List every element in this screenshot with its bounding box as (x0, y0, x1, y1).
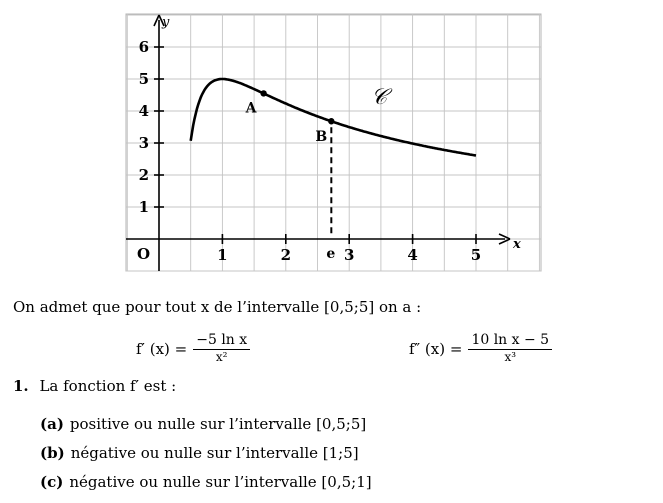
intro-text: On admet que pour tout x de l’intervalle [0,5;5] on a : (13, 298, 422, 316)
formula-f-prime-denominator: x² (215, 350, 228, 364)
option-b-text: négative ou nulle sur l’intervalle [1;5] (70, 444, 359, 462)
x-axis-label: x (513, 237, 521, 252)
x-tick-label: 2 (280, 246, 292, 264)
origin-label: O (137, 245, 151, 263)
formula-f-prime-lhs: f′ (x) = (136, 339, 188, 358)
option-a (40, 415, 366, 433)
formula-f-prime (136, 332, 250, 365)
option-a-label: (a) (40, 415, 64, 433)
x-tick-label: 1 (217, 246, 228, 264)
option-a-text: positive ou nulle sur l’intervalle [0,5;5] (69, 415, 367, 433)
point-a-label: A (245, 100, 257, 117)
formula-f-second-denominator: x³ (504, 350, 517, 364)
y-tick-label: 5 (138, 70, 149, 88)
y-tick-label: 4 (138, 102, 149, 120)
question-text: La fonction f′ est : (39, 377, 177, 395)
option-c-label: (c) (40, 473, 64, 491)
x-tick-label: 3 (343, 246, 355, 264)
y-axis-label: y (162, 15, 170, 30)
curve-label: 𝒞 (371, 85, 388, 110)
formula-f-second-numerator: 10 ln x − 5 (468, 332, 552, 350)
point-a (260, 90, 266, 96)
option-c (40, 473, 372, 491)
question-number: 1. (13, 377, 29, 395)
option-b (40, 444, 359, 462)
formula-f-prime-numerator: −5 ln x (193, 332, 250, 350)
y-tick-label: 3 (138, 134, 149, 152)
x-tick-label: 4 (407, 246, 418, 264)
x-tick-label: 5 (470, 246, 482, 264)
curve-c (191, 79, 476, 156)
y-tick-label: 1 (138, 198, 149, 216)
e-label: e (326, 246, 336, 262)
question-1 (13, 377, 176, 395)
point-b-label: B (315, 129, 328, 146)
option-c-text: négative ou nulle sur l’intervalle [0,5;1] (69, 473, 372, 491)
formula-f-second (409, 332, 552, 365)
point-b (328, 118, 334, 124)
option-b-label: (b) (40, 444, 65, 462)
y-tick-label: 6 (138, 38, 149, 56)
y-tick-label: 2 (138, 166, 149, 184)
formula-f-second-lhs: f″ (x) = (409, 339, 463, 358)
grid (126, 14, 541, 271)
grid-frame (126, 14, 541, 271)
ticks (139, 38, 482, 264)
